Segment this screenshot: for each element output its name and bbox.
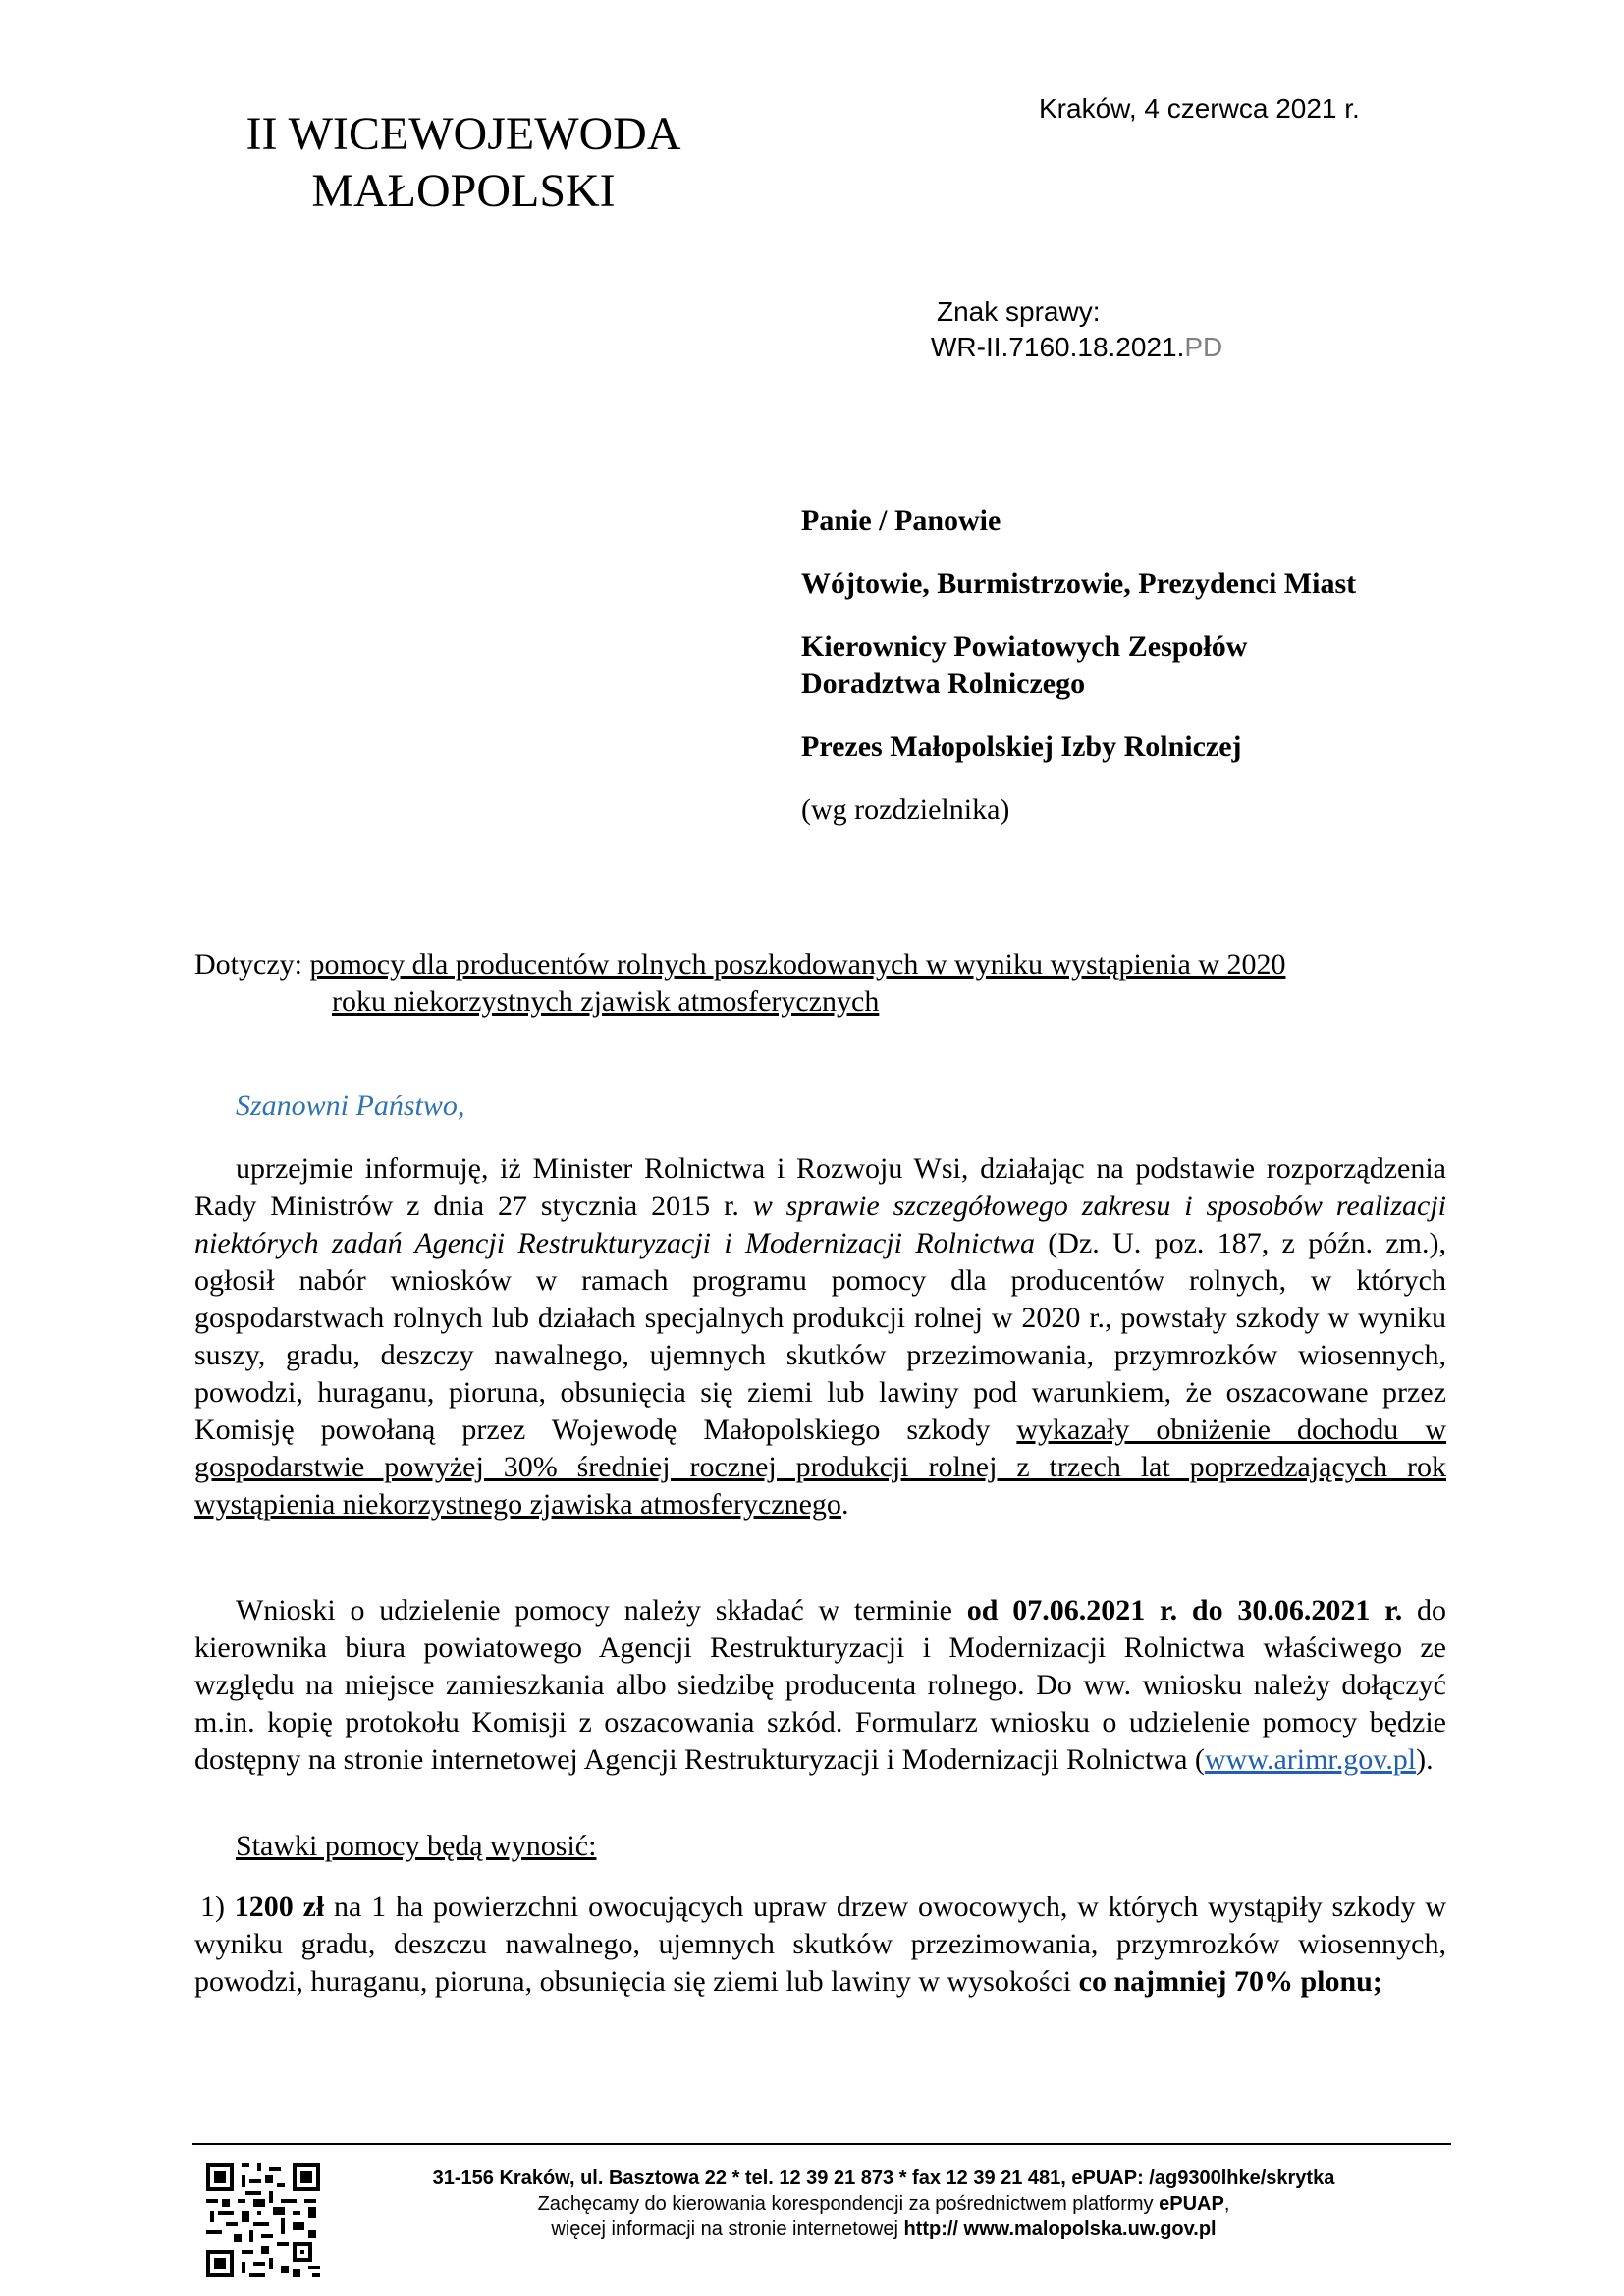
subject-text-line2: roku niekorzystnych zjawisk atmosferycznych [332, 986, 880, 1018]
condition-underlined: wykazały obniżenie dochodu w gospodarstwie powyżej 30% średniej rocznej produkcji rolnej z trzech lat poprzedzających rok wystąpienia niekorzystnego zjawiska atmosferycznego [194, 1414, 1446, 1521]
paragraph-1 [194, 1150, 1446, 1523]
paragraph-2-end: ). [1416, 1743, 1434, 1776]
footer-epuap: ePUAP [1159, 2193, 1224, 2215]
footer-website-link[interactable]: http:// www.malopolska.uw.gov.pl [903, 2218, 1217, 2240]
footer-address: 31-156 Kraków, ul. Basztowa 22 * tel. 12 39 21 873 * fax 12 39 21 481, ePUAP: /ag9300lhke/skrytka [432, 2167, 1335, 2189]
paragraph-4-text: na 1 ha powierzchni owocujących upraw drzew owocowych, w których wystąpiły szkody w wyniku gradu, deszczu nawalnego, ujemnych skutków przezimowania, przymrozków wiosennych, powodzi, huraganu, pioruna, obsunięcia się ziemi lub lawiny w wysokości [194, 1891, 1446, 1998]
document-date: Kraków, 4 czerwca 2021 r. [1039, 93, 1360, 124]
subject-text-line1: pomocy dla producentów rolnych poszkodowanych w wyniku wystąpienia w 2020 [309, 948, 1286, 981]
yield-threshold: co najmniej 70% plonu; [1078, 1965, 1382, 1998]
office-title [218, 106, 709, 220]
rate-amount: 1200 zł [234, 1891, 325, 1923]
addressee-4: Prezes Małopolskiej Izby Rolniczej [801, 730, 1242, 763]
case-number: WR-II.7160.18.2021. [931, 332, 1185, 362]
arimr-link[interactable]: www.arimr.gov.pl [1204, 1743, 1417, 1776]
subject-block [194, 946, 1446, 1021]
footer-epuap-comma: , [1223, 2193, 1230, 2215]
footer-web-note [334, 2216, 1434, 2242]
paragraph-2 [194, 1592, 1446, 1779]
paragraph-1-text: uprzejmie informuję, iż Minister Rolnictwa i Rozwoju Wsi, działając na podstawie rozporządzenia Rady Ministrów z dnia 27 stycznia 2015 r. [194, 1152, 1446, 1222]
paragraph-2-text: Wnioski o udzielenie pomocy należy składać w terminie [236, 1594, 967, 1627]
rates-heading: Stawki pomocy będą wynosić: [236, 1830, 597, 1862]
subject-label: Dotyczy: [194, 948, 302, 981]
subject-line1 [194, 946, 1446, 984]
office-title-line2: MAŁOPOLSKI [311, 165, 616, 217]
paragraph-1-end: . [840, 1488, 849, 1521]
addressee-3 [801, 628, 1489, 703]
case-label: Znak sprawy: [937, 296, 1101, 327]
addressee-3-line2: Doradztwa Rolniczego [801, 667, 1086, 700]
addressee-block [801, 503, 1489, 828]
footer-contact [334, 2165, 1434, 2242]
office-title-line1: II WICEWOJEWODA [245, 108, 681, 160]
distribution-note: (wg rozdzielnika) [801, 793, 1010, 826]
qr-code-icon [202, 2160, 324, 2281]
paragraph-2-text-cont: do kierownika biura powiatowego Agencji Restrukturyzacji i Modernizacji Rolnictwa właściwego ze względu na miejsce zamieszkania albo siedzibę producenta rolnego. Do ww. wniosku należy dołączyć m.in. kopię protokołu Komisji z oszacowania szkód. Formularz wniosku o udzielenie pomocy będzie dostępny na stronie internetowej Agencji Restrukturyzacji i Modernizacji Rolnictwa ( [194, 1594, 1446, 1776]
footer-divider [192, 2143, 1451, 2145]
paragraph-1-text-cont: (Dz. U. poz. 187, z późn. zm.), ogłosił nabór wniosków w ramach programu pomocy dla producentów rolnych, w których gospodarstwach rolnych lub działach specjalnych produkcji rolnej w 2020 r., powstały szkody w wyniku suszy, gradu, deszczy nawalnego, ujemnych skutków przezimowania, przymrozków wiosennych, powodzi, huraganu, pioruna, obsunięcia się ziemi lub lawiny pod warunkiem, że oszacowane przez Komisję powołaną przez Wojewodę Małopolskiego szkody [194, 1227, 1446, 1446]
case-reference [931, 294, 1222, 365]
case-suffix: PD [1184, 332, 1223, 362]
addressee-3-line1: Kierownicy Powiatowych Zespołów [801, 630, 1248, 663]
footer-epuap-note [334, 2191, 1434, 2216]
regulation-title: w sprawie szczegółowego zakresu i sposobów realizacji niektórych zadań Agencji Restrukturyzacji i Modernizacji Rolnictwa [194, 1190, 1446, 1259]
paragraph-3 [194, 1828, 1446, 1865]
addressee-2: Wójtowie, Burmistrzowie, Prezydenci Miast [801, 567, 1357, 600]
application-dates: od 07.06.2021 r. do 30.06.2021 r. [966, 1594, 1403, 1627]
subject-line2 [194, 984, 1446, 1021]
addressee-1: Panie / Panowie [801, 505, 1001, 537]
salutation: Szanowni Państwo, [236, 1090, 465, 1122]
list-number: 1) [200, 1891, 235, 1923]
case-number-line [931, 330, 1222, 365]
footer-web-text: więcej informacji na stronie internetowej [551, 2218, 904, 2240]
paragraph-4 [194, 1889, 1446, 2001]
footer-epuap-text: Zachęcamy do kierowania korespondencji za pośrednictwem platformy [537, 2193, 1160, 2215]
